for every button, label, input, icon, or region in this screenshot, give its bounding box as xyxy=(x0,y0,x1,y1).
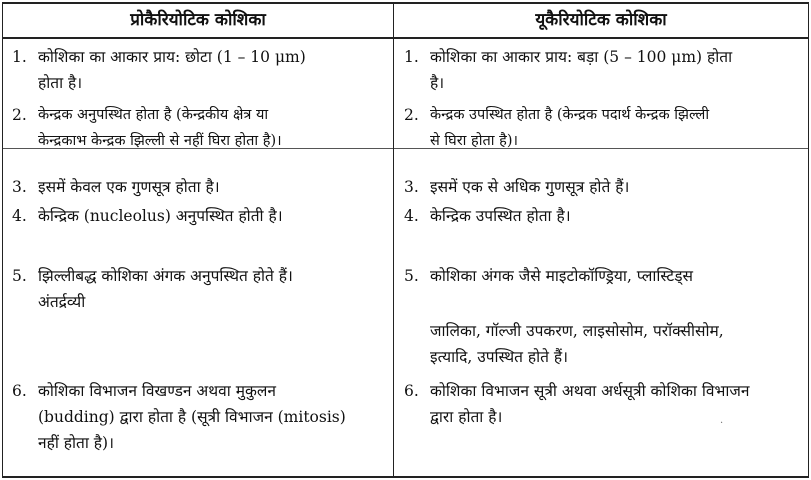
scan-mark: · xyxy=(720,418,724,429)
point-text: कोशिका का आकार प्राय: छोटा (1 – 10 μm) होता है। xyxy=(38,48,306,92)
point-text: जालिका, गॉल्जी उपकरण, लाइसोसोम, परॉक्सीसोम, इत्यादि, उपस्थित होते हैं। xyxy=(430,322,724,366)
point-text: कोशिका अंगक जैसे माइटोकॉण्ड्रिया, प्लास्टिड्स xyxy=(430,267,693,285)
point-number: 1. xyxy=(404,48,419,66)
point-text: केन्द्रक उपस्थित होता है (केन्द्रक पदार्थ केन्द्रक झिल्ली से घिरा होता है)। xyxy=(430,107,710,149)
point-text: झिल्लीबद्ध कोशिका अंगक अनुपस्थित होते हैं। अंतर्द्रव्यी xyxy=(38,267,293,311)
point-text: कोशिका का आकार प्राय: बड़ा (5 – 100 μm) होता है। xyxy=(430,48,733,92)
table-right-border xyxy=(808,2,809,478)
point-text: इसमें एक से अधिक गुणसूत्र होते हैं। xyxy=(430,178,630,196)
point-text: केन्द्रिक (nucleolus) अनुपस्थित होती है। xyxy=(38,207,283,225)
point-number: 5. xyxy=(12,267,27,285)
point-text: केन्द्रक अनुपस्थित होता है (केन्द्रकीय क्षेत्र या केन्द्रकाभ केन्द्रक झिल्ली से नहीं घिरा होता है)। xyxy=(38,107,282,149)
point-text: कोशिका विभाजन सूत्री अथवा अर्धसूत्री कोशिका विभाजन द्वारा होता है। xyxy=(430,382,750,426)
point-number: 2. xyxy=(12,106,27,124)
table-bottom-border xyxy=(2,476,809,478)
point-number: 3. xyxy=(12,178,27,196)
point-number: 6. xyxy=(12,382,27,400)
point-number: 4. xyxy=(12,207,27,225)
point-number: 2. xyxy=(404,106,419,124)
point-number: 6. xyxy=(404,382,419,400)
point-text: इसमें केवल एक गुणसूत्र होता है। xyxy=(38,178,220,196)
table-left-border xyxy=(2,2,3,478)
point-number: 3. xyxy=(404,178,419,196)
point-number: 4. xyxy=(404,207,419,225)
header-prokaryotic: प्रोकैरियोटिक कोशिका xyxy=(130,10,266,30)
header-eukaryotic: यूकैरियोटिक कोशिका xyxy=(535,10,667,30)
point-text: केन्द्रिक उपस्थित होता है। xyxy=(430,207,571,225)
point-number: 5. xyxy=(404,267,419,285)
point-text: कोशिका विभाजन विखण्डन अथवा मुकुलन (budding) द्वारा होता है (सूत्री विभाजन (mitosis) नहीं होता है)। xyxy=(38,382,346,452)
column-divider xyxy=(393,2,394,478)
header-divider xyxy=(2,37,809,39)
point-number: 1. xyxy=(12,48,27,66)
